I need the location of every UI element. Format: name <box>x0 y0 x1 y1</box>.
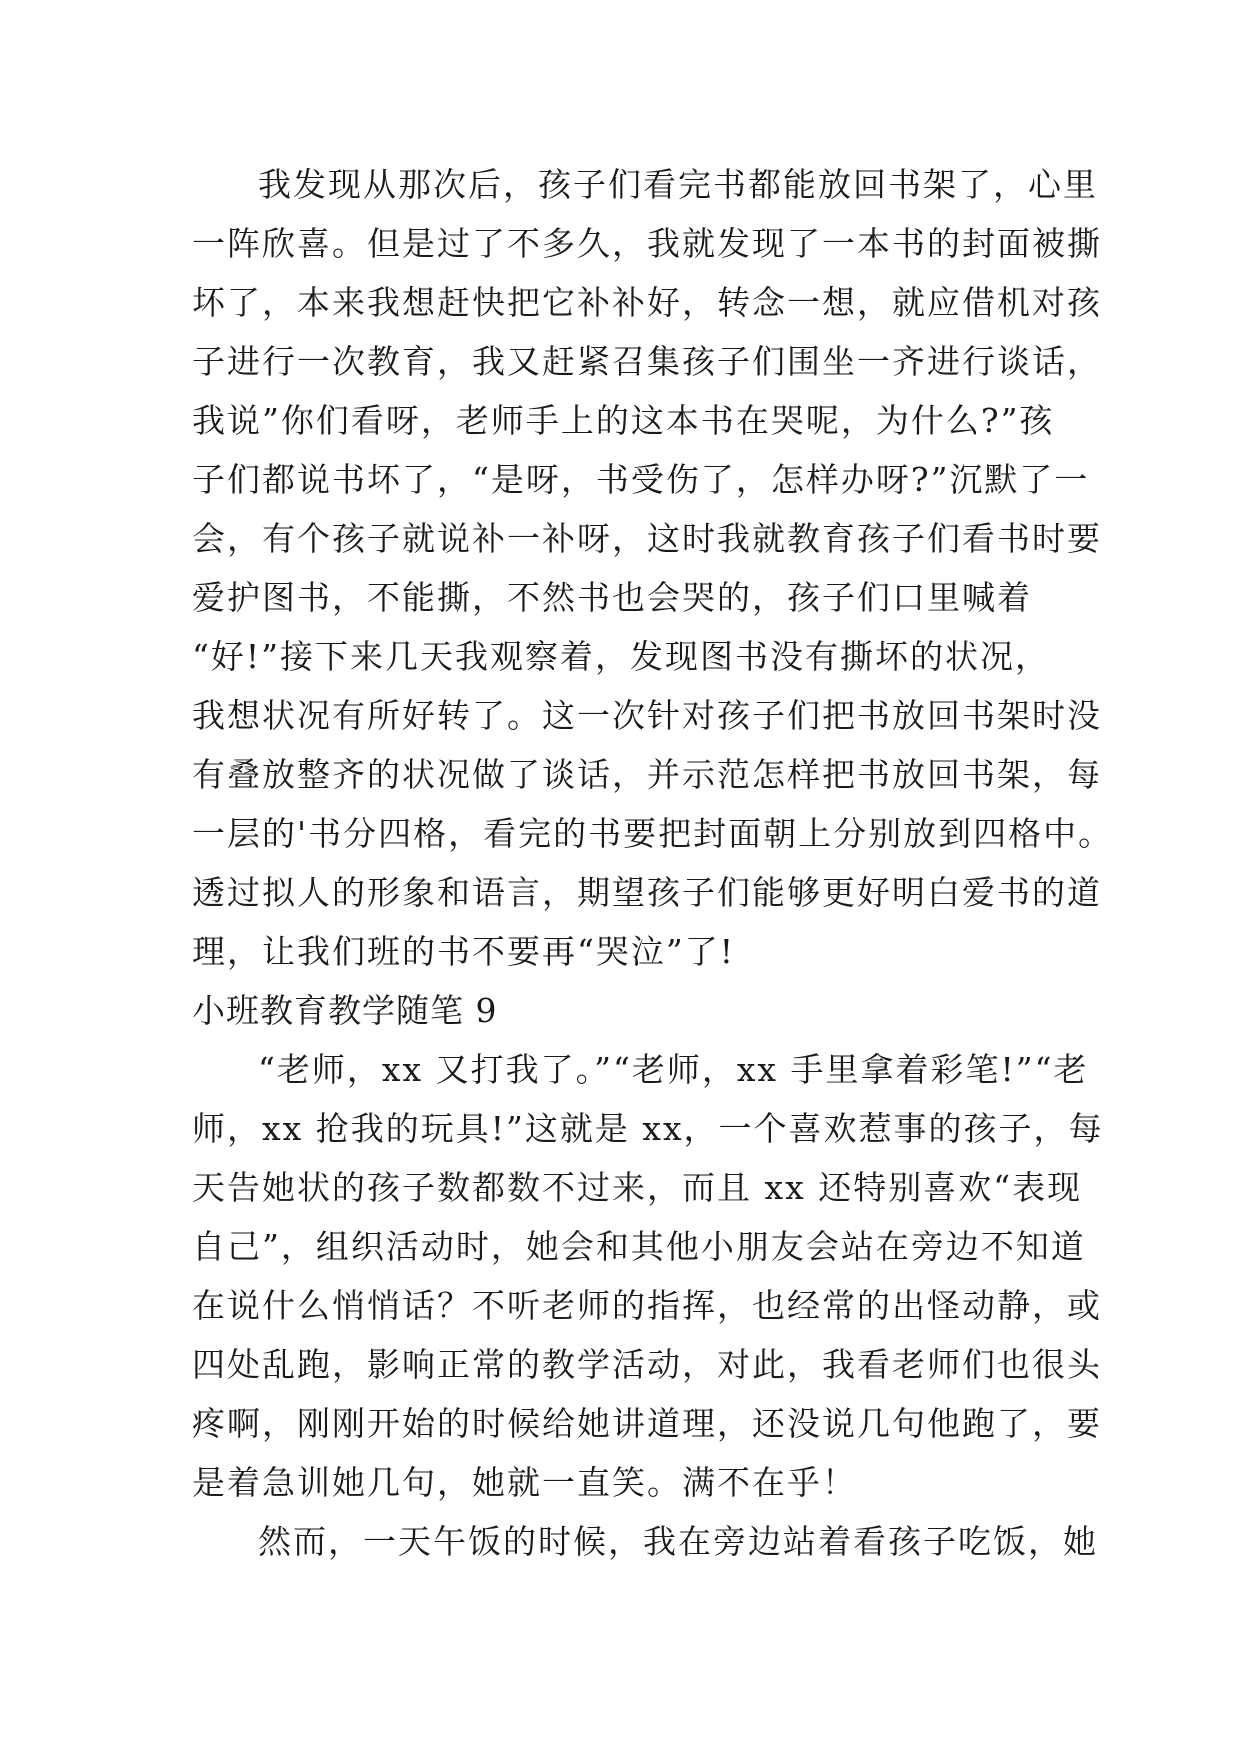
text-line: 爱护图书，不能撕，不然书也会哭的，孩子们口里喊着 <box>192 578 1032 617</box>
text-line: 在说什么悄悄话？不听老师的指挥，也经常的出怪动静，或 <box>192 1286 1102 1325</box>
text-line: 子们都说书坏了，“是呀，书受伤了，怎样办呀?”沉默了一 <box>192 460 1090 499</box>
text-line: 子进行一次教育，我又赶紧召集孩子们围坐一齐进行谈话， <box>192 342 1102 381</box>
paragraph-lunch <box>192 1512 1098 1571</box>
text-line: 有叠放整齐的状况做了谈话，并示范怎样把书放回书架，每 <box>192 755 1102 794</box>
text-line: 一层的'书分四格，看完的书要把封面朝上分别放到四格中。 <box>192 814 1114 853</box>
text-line: 四处乱跑，影响正常的教学活动，对此，我看老师们也很头 <box>192 1345 1102 1384</box>
paragraph-xx-story <box>192 1040 1104 1512</box>
body-text <box>192 155 1114 1571</box>
text-line: 然而，一天午饭的时候，我在旁边站着看孩子吃饭，她 <box>258 1522 1098 1561</box>
paragraph-book-care <box>192 155 1114 981</box>
text-line: 天告她状的孩子数都数不过来，而且 xx 还特别喜欢“表现 <box>192 1168 1083 1207</box>
text-line: 我想状况有所好转了。这一次针对孩子们把书放回书架时没 <box>192 696 1102 735</box>
text-line: 师，xx 抢我的玩具!”这就是 xx，一个喜欢惹事的孩子，每 <box>192 1109 1104 1148</box>
section-heading: 小班教育教学随笔 9 <box>192 991 498 1030</box>
text-line: 疼啊，刚刚开始的时候给她讲道理，还没说几句他跑了，要 <box>192 1404 1102 1443</box>
text-line: 是着急训她几句，她就一直笑。满不在乎！ <box>192 1463 857 1502</box>
text-line: “老师，xx 又打我了。”“老师，xx 手里拿着彩笔!”“老 <box>258 1050 1089 1089</box>
text-line: 理，让我们班的书不要再“哭泣”了! <box>192 932 736 971</box>
text-line: 我说”你们看呀，老师手上的这本书在哭呢，为什么?”孩 <box>192 401 1055 440</box>
text-line: 一阵欣喜。但是过了不多久，我就发现了一本书的封面被撕 <box>192 224 1102 263</box>
text-line: 坏了，本来我想赶快把它补补好，转念一想，就应借机对孩 <box>192 283 1102 322</box>
text-line: “好!”接下来几天我观察着，发现图书没有撕坏的状况， <box>192 637 1051 676</box>
text-line: 自己”，组织活动时，她会和其他小朋友会站在旁边不知道 <box>192 1227 1086 1266</box>
text-line: 会，有个孩子就说补一补呀，这时我就教育孩子们看书时要 <box>192 519 1102 558</box>
text-line: 我发现从那次后，孩子们看完书都能放回书架了，心里 <box>258 165 1098 204</box>
text-line: 透过拟人的形象和语言，期望孩子们能够更好明白爱书的道 <box>192 873 1102 912</box>
